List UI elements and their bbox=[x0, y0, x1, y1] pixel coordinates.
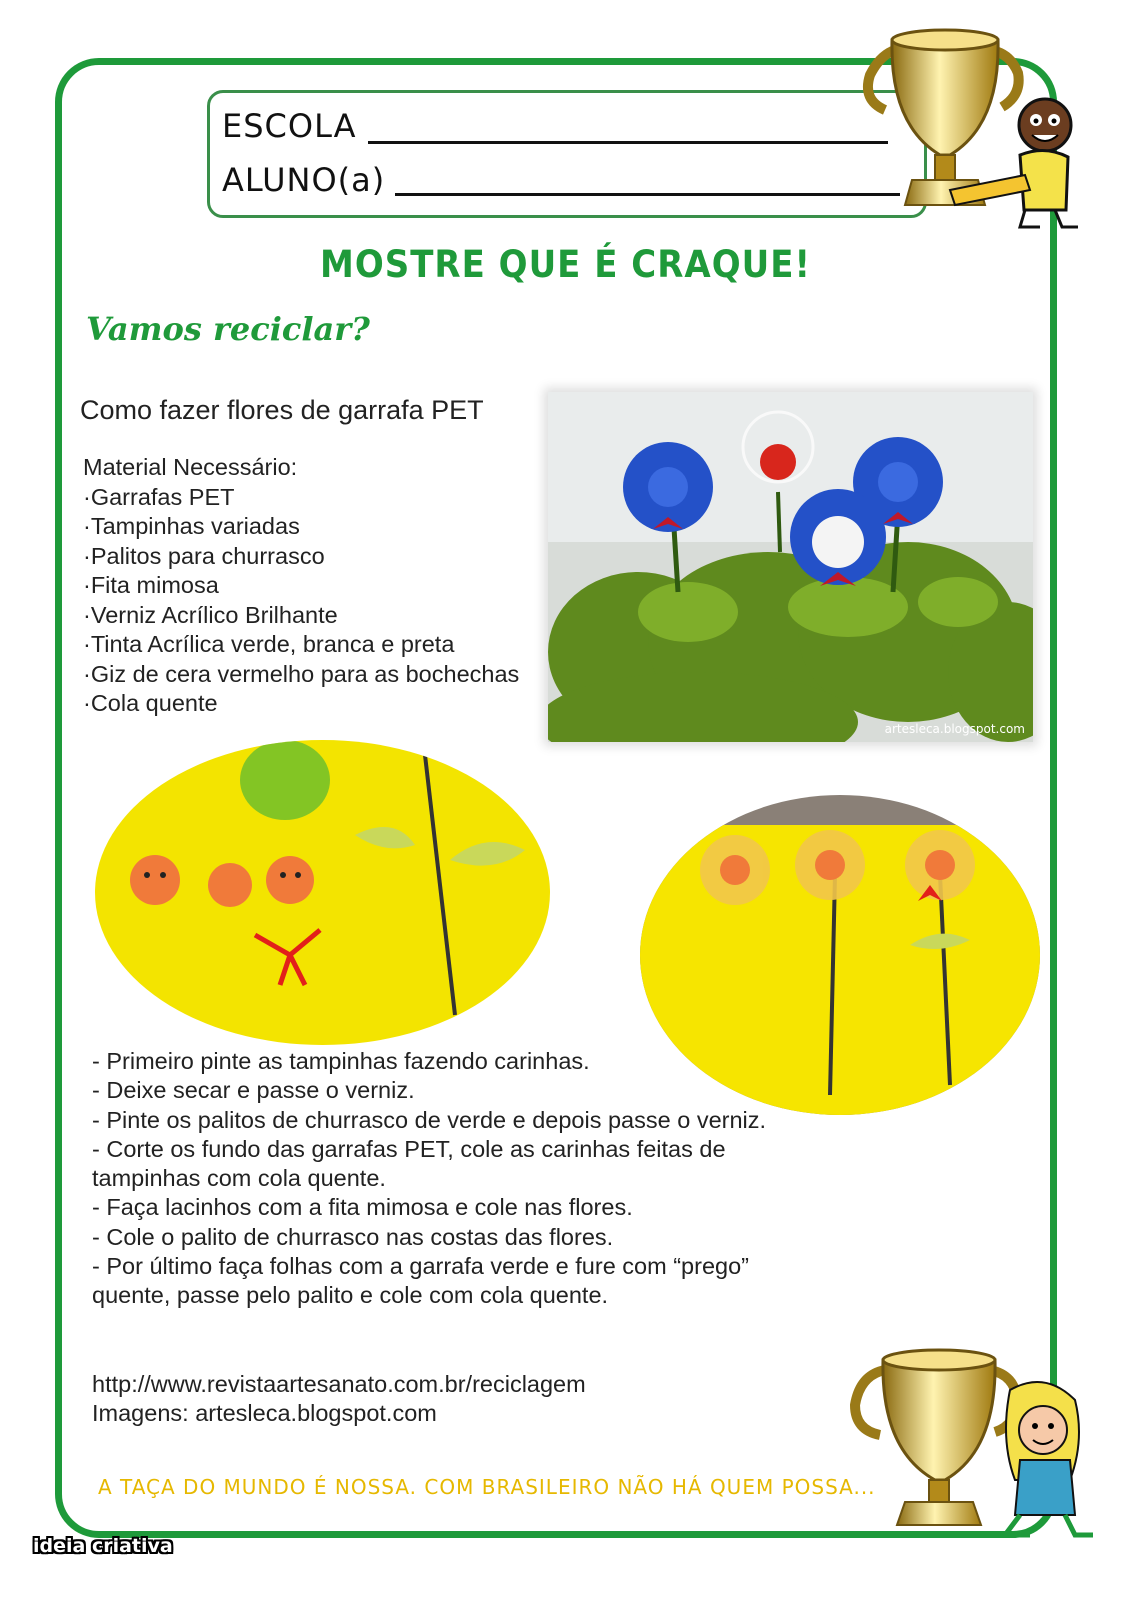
list-item: - Faça lacinhos com a fita mimosa e cole nas flores. bbox=[92, 1194, 633, 1221]
list-item: ·Fita mimosa bbox=[83, 572, 219, 598]
list-item: ·Tampinhas variadas bbox=[83, 513, 300, 539]
list-item: ·Verniz Acrílico Brilhante bbox=[83, 601, 338, 628]
steps-list bbox=[92, 1047, 782, 1311]
list-item: - Primeiro pinte as tampinhas fazendo carinhas. bbox=[92, 1048, 590, 1074]
trophy-girl-clipart bbox=[835, 1330, 1095, 1540]
source-link[interactable]: http://www.revistaartesanato.com.br/reciclagem bbox=[92, 1371, 586, 1397]
list-item: ·Tinta Acrílica verde, branca e preta bbox=[83, 631, 455, 657]
school-label: ESCOLA bbox=[222, 107, 357, 145]
instructions-title: Como fazer flores de garrafa PET bbox=[80, 395, 484, 425]
list-item: - Por último faça folhas com a garrafa verde e fure com “prego” quente, passe pelo palito e cole com cola quente. bbox=[92, 1253, 749, 1309]
student-row bbox=[222, 161, 385, 199]
brand-logo: ideia criativa bbox=[33, 1535, 173, 1557]
sources bbox=[92, 1370, 586, 1428]
list-item: - Cole o palito de churrasco nas costas das flores. bbox=[92, 1223, 614, 1250]
materials-list bbox=[83, 453, 519, 719]
flowers-illustration bbox=[548, 392, 1033, 742]
footer-slogan: A TAÇA DO MUNDO É NOSSA. COM BRASILEIRO NÃO HÁ QUEM POSSA... bbox=[98, 1475, 876, 1499]
finished-flowers-photo bbox=[548, 392, 1033, 742]
images-credit: Imagens: artesleca.blogspot.com bbox=[92, 1400, 437, 1426]
list-item: ·Garrafas PET bbox=[83, 483, 235, 510]
list-item: - Pinte os palitos de churrasco de verde e depois passe o verniz. bbox=[92, 1106, 767, 1133]
materials-photo bbox=[95, 740, 550, 1045]
section-subtitle: Vamos reciclar? bbox=[86, 310, 370, 348]
list-item: ·Giz de cera vermelho para as bochechas bbox=[83, 660, 520, 687]
trophy-boy-clipart bbox=[840, 15, 1080, 230]
school-row bbox=[222, 107, 357, 145]
materials-heading: Material Necessário: bbox=[83, 454, 298, 480]
student-label: ALUNO(a) bbox=[222, 161, 386, 199]
school-field[interactable] bbox=[368, 141, 888, 144]
photo-credit: artesleca.blogspot.com bbox=[884, 722, 1025, 736]
list-item: - Deixe secar e passe o verniz. bbox=[92, 1077, 415, 1104]
list-item: ·Palitos para churrasco bbox=[83, 542, 325, 569]
list-item: - Corte os fundo das garrafas PET, cole as carinhas feitas de tampinhas com cola quente. bbox=[92, 1135, 726, 1192]
list-item: ·Cola quente bbox=[83, 690, 218, 716]
page-title: MOSTRE QUE É CRAQUE! bbox=[320, 243, 811, 287]
materials-illustration bbox=[95, 740, 550, 1045]
student-field[interactable] bbox=[395, 193, 900, 196]
student-info-box bbox=[207, 90, 927, 218]
